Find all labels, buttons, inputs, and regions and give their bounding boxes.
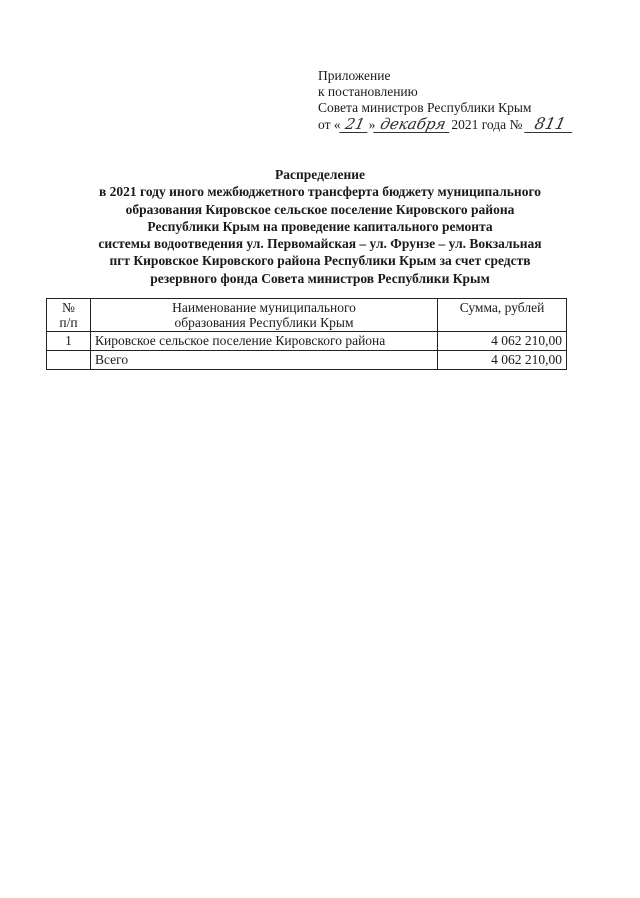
row-number: 1	[47, 332, 91, 351]
date-prefix: от «	[318, 117, 341, 132]
header-sum: Сумма, рублей	[438, 299, 567, 332]
date-day-close: »	[368, 117, 376, 132]
annex-date-line	[318, 116, 574, 133]
annex-title: Приложение	[318, 68, 391, 83]
distribution-table	[46, 298, 567, 370]
title-line: резервного фонда Совета министров Республики Крым	[150, 270, 490, 286]
row-sum: 4 062 210,00	[438, 332, 567, 351]
handwritten-day: 21	[339, 116, 371, 133]
row-municipality: Кировское сельское поселение Кировского района	[91, 332, 438, 351]
header-number: № п/п	[47, 299, 91, 332]
table-total-row	[47, 351, 567, 370]
handwritten-resolution-number: 811	[524, 116, 576, 133]
title-line: системы водоотведения ул. Первомайская – ул. Фрунзе – ул. Вокзальная	[98, 236, 542, 252]
title-line: образования Кировское сельское поселение Кировского района	[125, 201, 515, 217]
total-sum: 4 062 210,00	[438, 351, 567, 370]
annex-to-resolution: к постановлению	[318, 84, 418, 99]
header-municipality-name: Наименование муниципального образования Республики Крым	[91, 299, 438, 332]
title-line: в 2021 году иного межбюджетного трансферта бюджету муниципального	[98, 184, 541, 200]
title-line: пгт Кировское Кировского района Республики Крым за счет средств	[109, 253, 531, 269]
title-line: Распределение	[274, 167, 366, 182]
title-line: Республики Крым на проведение капитального ремонта	[147, 218, 493, 234]
total-label: Всего	[91, 351, 438, 370]
total-empty-cell	[47, 351, 91, 370]
table-header-row	[47, 299, 567, 332]
annex-council: Совета министров Республики Крым	[318, 100, 532, 115]
table-row	[47, 332, 567, 351]
annex-header	[318, 68, 574, 133]
handwritten-month: декабря	[374, 116, 454, 133]
date-year: 2021 года №	[451, 117, 523, 132]
document-title	[40, 166, 600, 287]
